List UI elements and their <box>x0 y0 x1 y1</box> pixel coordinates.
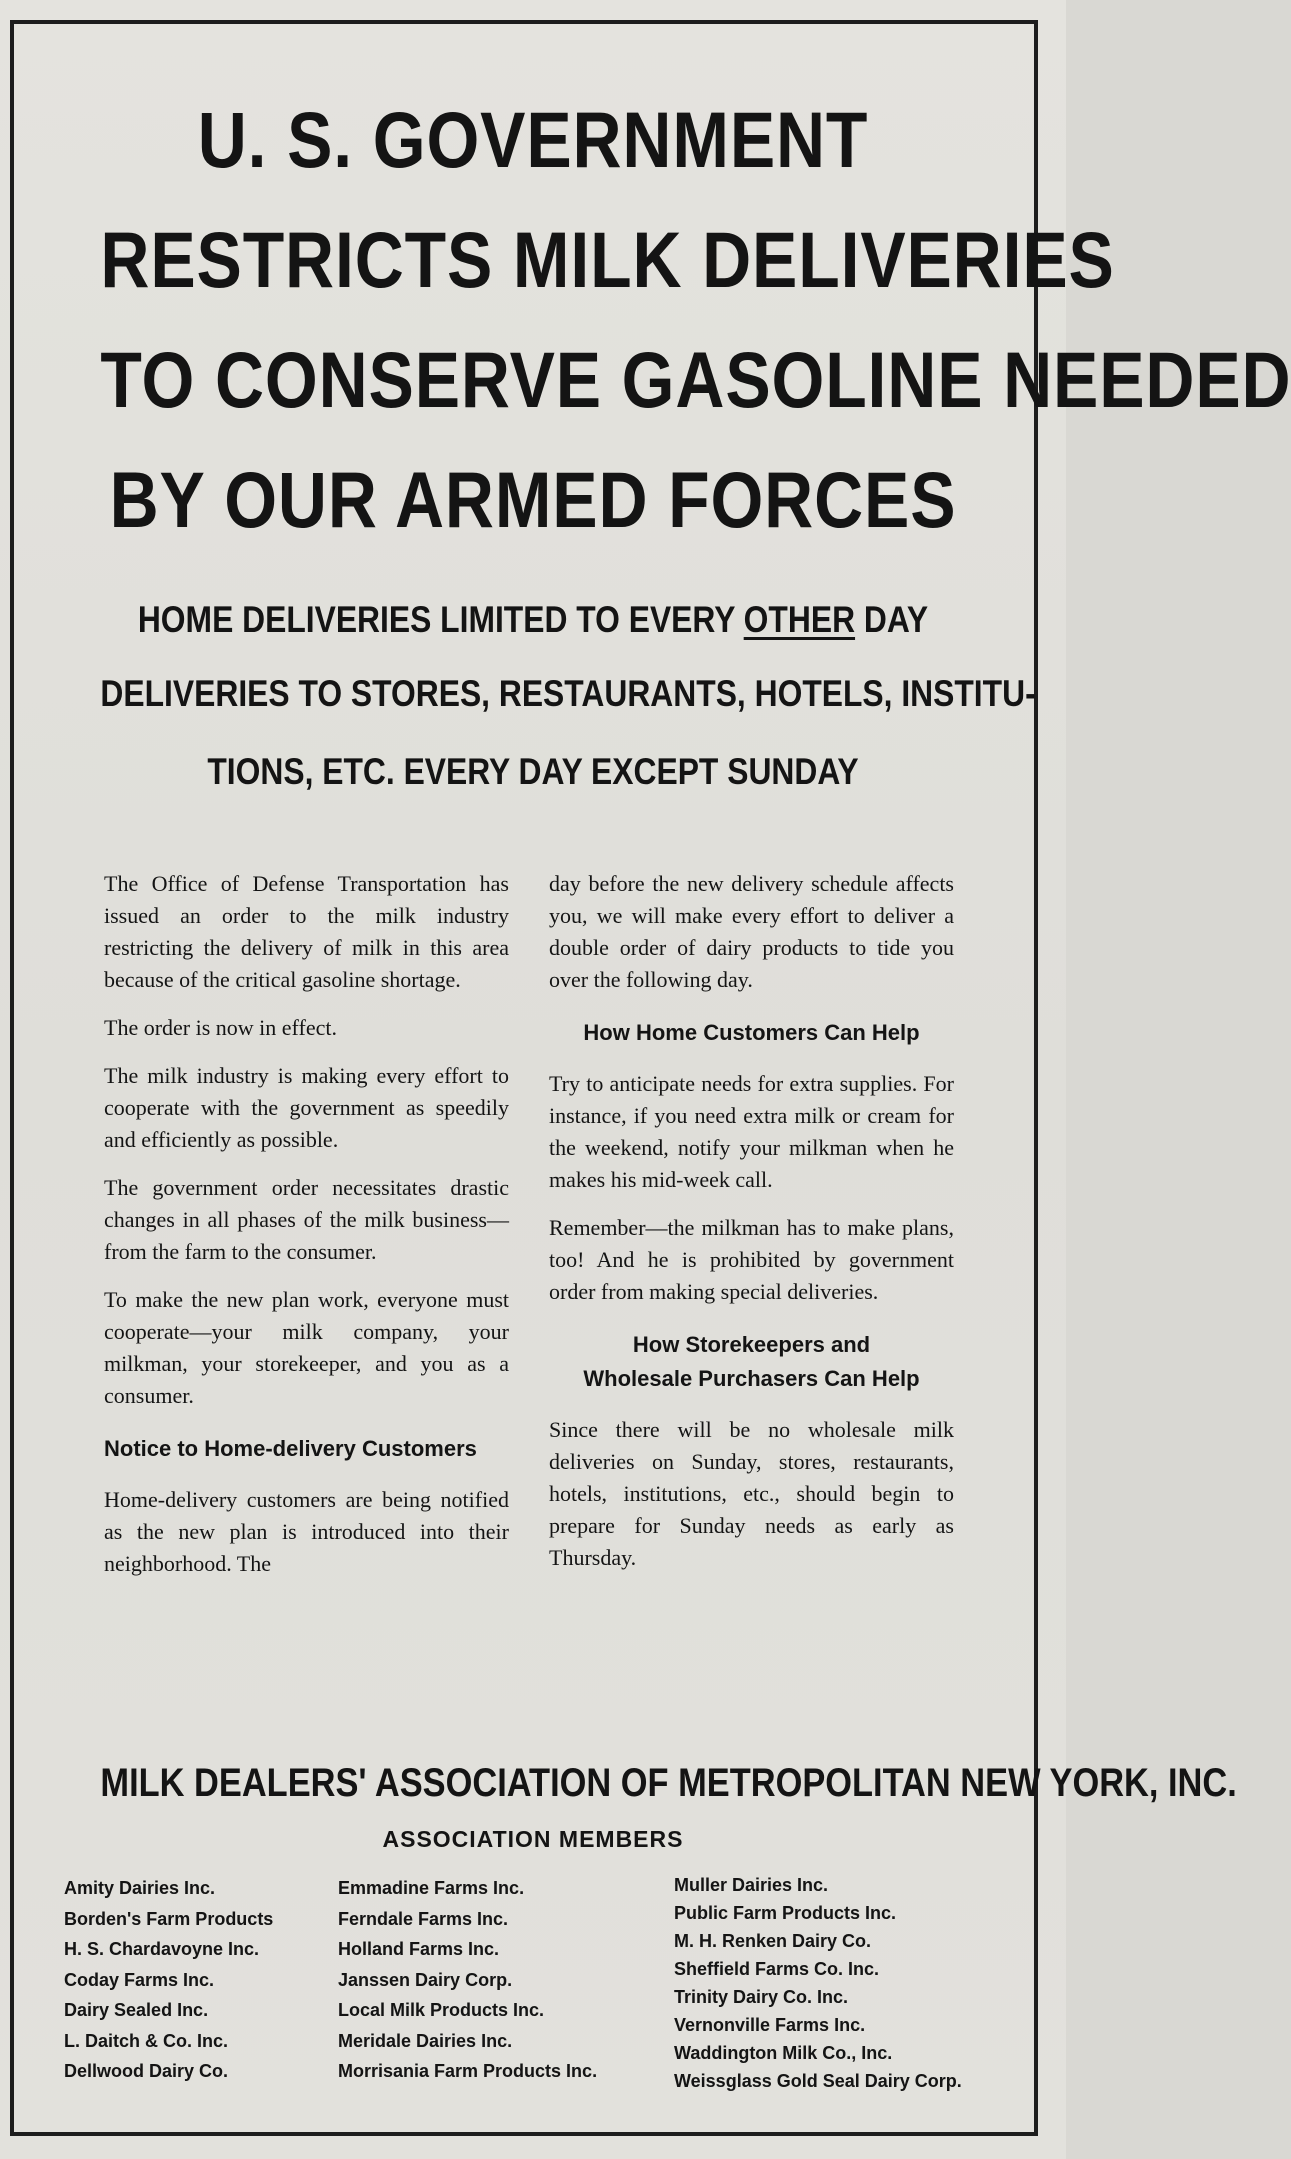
members-column-2 <box>338 1873 597 2087</box>
notice-heading: Notice to Home-delivery Customers <box>104 1436 477 1461</box>
article-right-column <box>549 868 954 1590</box>
member-name: H. S. Chardavoyne Inc. <box>64 1939 260 1959</box>
member-name: Janssen Dairy Corp. <box>338 1969 513 1990</box>
paragraph: The order is now in effect. <box>104 1015 337 1040</box>
subhead-underlined-word: OTHER <box>743 599 856 640</box>
headline-line-4: BY OUR ARMED FORCES <box>109 455 957 544</box>
headline <box>100 80 1291 560</box>
member-name: Sheffield Farms Co. Inc. <box>674 1959 880 1979</box>
paragraph: Since there will be no wholesale milk deliveries on Sunday, stores, restaurants, hotels, institutions, etc., should begin to prepare for Sunday needs as early as Thursday. <box>549 1417 954 1570</box>
member-name: Public Farm Products Inc. <box>674 1903 897 1923</box>
members-column-3 <box>674 1871 962 2095</box>
member-name: Weissglass Gold Seal Dairy Corp. <box>674 2071 962 2091</box>
member-name: L. Daitch & Co. Inc. <box>64 2030 229 2051</box>
members-column-1 <box>64 1873 273 2087</box>
headline-line-1: U. S. GOVERNMENT <box>197 95 869 184</box>
paragraph: Home-delivery customers are being notified as the new plan is introduced into their neighborhood. The <box>104 1487 509 1576</box>
member-name: Local Milk Products Inc. <box>338 2000 545 2020</box>
member-name: Meridale Dairies Inc. <box>338 2030 513 2051</box>
member-name: Morrisania Farm Products Inc. <box>338 2061 598 2081</box>
heading-line: How Storekeepers and <box>632 1332 871 1357</box>
paragraph: The milk industry is making every effort to cooperate with the government as speedily and efficiently as possible. <box>104 1063 509 1152</box>
member-name: M. H. Renken Dairy Co. <box>674 1931 872 1951</box>
home-customers-heading: How Home Customers Can Help <box>583 1020 920 1045</box>
subhead-text: HOME DELIVERIES LIMITED TO EVERY <box>137 599 735 640</box>
paragraph: Remember—the milkman has to make plans, too! And he is prohibited by government order from making special deliveries. <box>549 1215 954 1304</box>
paragraph: Try to anticipate needs for extra supplies. For instance, if you need extra milk or cream for the weekend, notify your milkman when he makes his mid-week call. <box>549 1071 954 1192</box>
paragraph: To make the new plan work, everyone must cooperate—your milk company, your milkman, your storekeeper, and you as a consumer. <box>104 1287 509 1408</box>
paragraph: The government order necessitates drastic changes in all phases of the milk business—from the farm to the consumer. <box>104 1175 509 1264</box>
member-name: Waddington Milk Co., Inc. <box>674 2043 893 2063</box>
member-name: Dellwood Dairy Co. <box>64 2061 229 2081</box>
member-name: Amity Dairies Inc. <box>64 1878 216 1898</box>
paragraph: day before the new delivery schedule affects you, we will make every effort to deliver a double order of dairy products to tide you over the following day. <box>549 871 954 992</box>
member-name: Ferndale Farms Inc. <box>338 1908 509 1929</box>
member-name: Holland Farms Inc. <box>338 1939 500 1959</box>
subhead-text: DAY <box>863 599 929 640</box>
storekeepers-heading <box>549 1328 954 1396</box>
member-name: Coday Farms Inc. <box>64 1969 215 1990</box>
article-left-column <box>104 868 509 1596</box>
paragraph: The Office of Defense Transportation has issued an order to the milk industry restricting the delivery of milk in this area because of the critical gasoline shortage. <box>104 871 509 992</box>
member-name: Emmadine Farms Inc. <box>338 1878 525 1898</box>
member-name: Muller Dairies Inc. <box>674 1875 829 1895</box>
member-name: Borden's Farm Products <box>64 1908 274 1929</box>
association-name: MILK DEALERS' ASSOCIATION OF METROPOLITAN NEW YORK, INC. <box>100 1761 1237 1805</box>
headline-line-3: TO CONSERVE GASOLINE NEEDED <box>100 335 1291 424</box>
heading-line: Wholesale Purchasers Can Help <box>583 1366 920 1391</box>
subhead-store-deliveries: DELIVERIES TO STORES, RESTAURANTS, HOTELS, INSTITU- <box>100 673 1036 714</box>
subhead-store-deliveries-cont: TIONS, ETC. EVERY DAY EXCEPT SUNDAY <box>207 751 859 792</box>
member-name: Trinity Dairy Co. Inc. <box>674 1987 849 2007</box>
members-heading: ASSOCIATION MEMBERS <box>382 1826 684 1852</box>
headline-line-2: RESTRICTS MILK DELIVERIES <box>100 215 1115 304</box>
member-name: Vernonville Farms Inc. <box>674 2015 866 2035</box>
member-name: Dairy Sealed Inc. <box>64 2000 209 2020</box>
subhead-home-deliveries <box>100 598 965 642</box>
